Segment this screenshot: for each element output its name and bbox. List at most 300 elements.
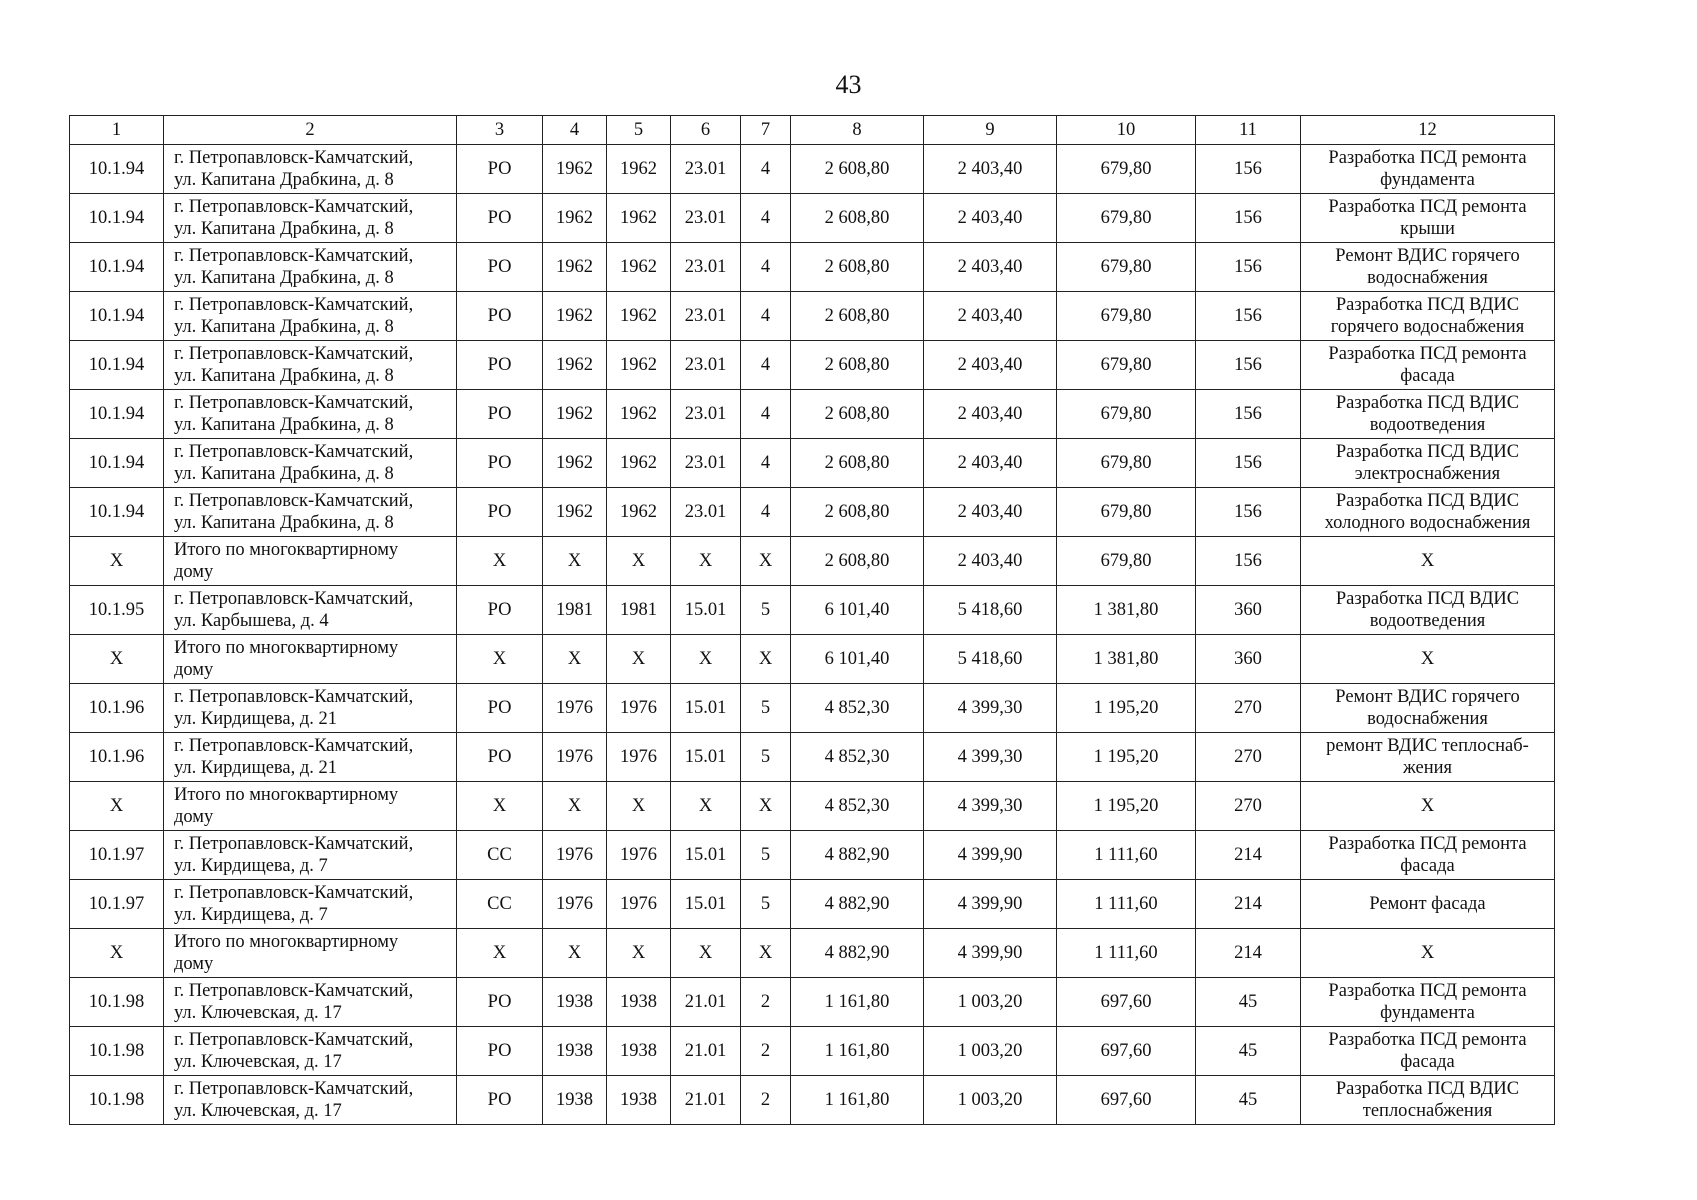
table-cell: 1 111,60: [1057, 880, 1196, 929]
table-cell: Х: [671, 537, 741, 586]
table-cell: Х: [543, 635, 607, 684]
table-cell: 1938: [543, 978, 607, 1027]
table-cell: Х: [457, 929, 543, 978]
address-cell: [164, 488, 457, 537]
table-cell: 679,80: [1057, 537, 1196, 586]
cell-line: ул. Капитана Драбкина, д. 8: [174, 219, 394, 239]
table-cell: 2: [741, 1076, 791, 1125]
table-cell: 10.1.96: [70, 684, 164, 733]
cell-line: ул. Кирдищева, д. 7: [174, 856, 328, 876]
table-cell: 23.01: [671, 488, 741, 537]
work-type-cell: [1301, 243, 1555, 292]
table-cell: 4 852,30: [791, 782, 924, 831]
table-cell: 10.1.98: [70, 1027, 164, 1076]
table-cell: 4 882,90: [791, 929, 924, 978]
table-cell: 1962: [543, 145, 607, 194]
table-cell: 1962: [543, 341, 607, 390]
table-cell: РО: [457, 978, 543, 1027]
cell-line: Разработка ПСД ремонта: [1328, 981, 1527, 1001]
cell-line: Итого по многоквартирному: [174, 932, 399, 952]
cell-line: г. Петропавловск-Камчатский,: [174, 1079, 414, 1099]
table-cell: 4: [741, 145, 791, 194]
table-cell: 4 399,30: [924, 684, 1057, 733]
work-type-cell: [1301, 733, 1555, 782]
table-cell: 4: [741, 439, 791, 488]
table-cell: РО: [457, 390, 543, 439]
table-row: [70, 243, 1555, 292]
table-cell: РО: [457, 194, 543, 243]
table-cell: 10.1.95: [70, 586, 164, 635]
cell-line: ул. Капитана Драбкина, д. 8: [174, 366, 394, 386]
cell-line: Х: [1420, 551, 1435, 571]
table-cell: 1 111,60: [1057, 831, 1196, 880]
address-cell: [164, 537, 457, 586]
table-cell: 679,80: [1057, 390, 1196, 439]
cell-line: теплоснабжения: [1362, 1101, 1493, 1121]
cell-line: дому: [174, 954, 214, 974]
table-cell: 10.1.94: [70, 341, 164, 390]
table-cell: РО: [457, 292, 543, 341]
table-cell: Х: [543, 929, 607, 978]
table-cell: РО: [457, 488, 543, 537]
table-cell: 1938: [543, 1076, 607, 1125]
address-cell: [164, 145, 457, 194]
table-cell: Х: [607, 537, 671, 586]
table-cell: Х: [741, 537, 791, 586]
work-type-cell: [1301, 390, 1555, 439]
cell-line: г. Петропавловск-Камчатский,: [174, 1030, 414, 1050]
table-cell: 10.1.94: [70, 292, 164, 341]
cell-line: фасада: [1400, 1052, 1455, 1072]
table-cell: 1962: [607, 145, 671, 194]
table-cell: 1962: [607, 390, 671, 439]
table-cell: Х: [70, 537, 164, 586]
address-cell: [164, 194, 457, 243]
cell-line: водоснабжения: [1367, 268, 1488, 288]
table-cell: 2 608,80: [791, 390, 924, 439]
cell-line: ул. Кирдищева, д. 21: [174, 709, 338, 729]
table-cell: 1976: [543, 880, 607, 929]
table-cell: 156: [1196, 194, 1301, 243]
table-cell: 4: [741, 292, 791, 341]
table-cell: РО: [457, 439, 543, 488]
table-cell: 1976: [543, 733, 607, 782]
page-number: 43: [835, 70, 862, 99]
column-header: 8: [791, 116, 924, 145]
cell-line: Разработка ПСД ремонта: [1328, 197, 1527, 217]
table-cell: 4 882,90: [791, 880, 924, 929]
cell-line: Х: [1420, 796, 1435, 816]
table-cell: 1938: [607, 1027, 671, 1076]
table-cell: Х: [741, 635, 791, 684]
work-type-cell: [1301, 439, 1555, 488]
cell-line: Итого по многоквартирному: [174, 638, 399, 658]
table-cell: СС: [457, 831, 543, 880]
column-header: 11: [1196, 116, 1301, 145]
table-cell: Х: [607, 782, 671, 831]
address-cell: [164, 1076, 457, 1125]
table-cell: 5: [741, 586, 791, 635]
column-header: 6: [671, 116, 741, 145]
table-cell: 1962: [543, 390, 607, 439]
table-cell: 45: [1196, 1076, 1301, 1125]
column-header: 3: [457, 116, 543, 145]
cell-line: жения: [1402, 758, 1453, 778]
table-cell: 1 003,20: [924, 1027, 1057, 1076]
table-cell: 214: [1196, 880, 1301, 929]
table-row: [70, 782, 1555, 831]
table-cell: 10.1.94: [70, 390, 164, 439]
repair-program-table: [69, 115, 1555, 1125]
cell-line: г. Петропавловск-Камчатский,: [174, 197, 414, 217]
table-cell: 45: [1196, 1027, 1301, 1076]
table-cell: 5: [741, 880, 791, 929]
cell-line: г. Петропавловск-Камчатский,: [174, 148, 414, 168]
table-cell: 156: [1196, 488, 1301, 537]
table-cell: 1 111,60: [1057, 929, 1196, 978]
table-row: [70, 733, 1555, 782]
cell-line: г. Петропавловск-Камчатский,: [174, 442, 414, 462]
cell-line: ул. Капитана Драбкина, д. 8: [174, 170, 394, 190]
table-cell: 10.1.94: [70, 439, 164, 488]
table-cell: 2 608,80: [791, 488, 924, 537]
work-type-cell: [1301, 537, 1555, 586]
table-cell: 1938: [543, 1027, 607, 1076]
work-type-cell: [1301, 586, 1555, 635]
table-cell: 2 403,40: [924, 537, 1057, 586]
table-cell: 2: [741, 978, 791, 1027]
table-cell: Х: [457, 635, 543, 684]
table-cell: 10.1.94: [70, 488, 164, 537]
work-type-cell: [1301, 1027, 1555, 1076]
cell-line: Ремонт ВДИС горячего: [1335, 687, 1520, 707]
table-cell: 4 399,90: [924, 929, 1057, 978]
table-row: [70, 537, 1555, 586]
cell-line: Итого по многоквартирному: [174, 785, 399, 805]
table-cell: 4 852,30: [791, 684, 924, 733]
cell-line: горячего водоснабжения: [1330, 317, 1525, 337]
table-cell: 1 161,80: [791, 1076, 924, 1125]
cell-line: г. Петропавловск-Камчатский,: [174, 981, 414, 1001]
cell-line: дому: [174, 562, 214, 582]
table-cell: 10.1.96: [70, 733, 164, 782]
table-cell: 5 418,60: [924, 586, 1057, 635]
cell-line: ул. Капитана Драбкина, д. 8: [174, 513, 394, 533]
table-cell: 156: [1196, 439, 1301, 488]
table-cell: 1 003,20: [924, 1076, 1057, 1125]
table-cell: 4 399,90: [924, 831, 1057, 880]
table-cell: 4 882,90: [791, 831, 924, 880]
table-cell: 21.01: [671, 1027, 741, 1076]
table-cell: 23.01: [671, 194, 741, 243]
table-cell: 4 399,30: [924, 733, 1057, 782]
table-cell: 156: [1196, 537, 1301, 586]
table-cell: РО: [457, 733, 543, 782]
address-cell: [164, 684, 457, 733]
table-row: [70, 880, 1555, 929]
cell-line: Разработка ПСД ВДИС: [1335, 589, 1520, 609]
cell-line: Разработка ПСД ВДИС: [1335, 393, 1520, 413]
cell-line: г. Петропавловск-Камчатский,: [174, 491, 414, 511]
table-cell: 2 608,80: [791, 341, 924, 390]
address-cell: [164, 341, 457, 390]
table-body: [70, 145, 1555, 1125]
cell-line: дому: [174, 807, 214, 827]
column-header: 4: [543, 116, 607, 145]
table-cell: 4 852,30: [791, 733, 924, 782]
table-row: [70, 1027, 1555, 1076]
cell-line: водоотведения: [1369, 415, 1486, 435]
cell-line: ул. Капитана Драбкина, д. 8: [174, 268, 394, 288]
table-cell: 1962: [607, 292, 671, 341]
column-header: 5: [607, 116, 671, 145]
table-cell: 5: [741, 684, 791, 733]
table-cell: 4: [741, 341, 791, 390]
cell-line: Ремонт ВДИС горячего: [1335, 246, 1520, 266]
cell-line: Разработка ПСД ремонта: [1328, 1030, 1527, 1050]
table-cell: 679,80: [1057, 243, 1196, 292]
cell-line: ул. Капитана Драбкина, д. 8: [174, 415, 394, 435]
work-type-cell: [1301, 488, 1555, 537]
table-cell: 15.01: [671, 733, 741, 782]
work-type-cell: [1301, 194, 1555, 243]
table-cell: 1976: [543, 831, 607, 880]
table-cell: 23.01: [671, 145, 741, 194]
table-cell: РО: [457, 341, 543, 390]
table-cell: Х: [607, 929, 671, 978]
cell-line: Разработка ПСД ВДИС: [1335, 1079, 1520, 1099]
table-cell: 4 399,30: [924, 782, 1057, 831]
cell-line: Ремонт фасада: [1369, 894, 1486, 914]
table-cell: Х: [741, 782, 791, 831]
cell-line: г. Петропавловск-Камчатский,: [174, 687, 414, 707]
table-cell: СС: [457, 880, 543, 929]
table-cell: 1 381,80: [1057, 586, 1196, 635]
table-cell: 1962: [607, 439, 671, 488]
cell-line: ул. Карбышева, д. 4: [174, 611, 329, 631]
work-type-cell: [1301, 684, 1555, 733]
table-cell: 5: [741, 733, 791, 782]
address-cell: [164, 733, 457, 782]
table-cell: 360: [1196, 635, 1301, 684]
table-row: [70, 684, 1555, 733]
cell-line: г. Петропавловск-Камчатский,: [174, 883, 414, 903]
cell-line: Х: [1420, 943, 1435, 963]
table-cell: 23.01: [671, 390, 741, 439]
table-cell: 5: [741, 831, 791, 880]
table-cell: 23.01: [671, 439, 741, 488]
table-cell: 679,80: [1057, 341, 1196, 390]
table-cell: 5 418,60: [924, 635, 1057, 684]
table-row: [70, 390, 1555, 439]
table-cell: 2 403,40: [924, 341, 1057, 390]
table-cell: 679,80: [1057, 145, 1196, 194]
table-row: [70, 488, 1555, 537]
table-row: [70, 586, 1555, 635]
table-cell: 697,60: [1057, 1027, 1196, 1076]
cell-line: ремонт ВДИС теплоснаб-: [1326, 736, 1529, 756]
work-type-cell: [1301, 978, 1555, 1027]
table-row: [70, 341, 1555, 390]
table-cell: 10.1.94: [70, 243, 164, 292]
table-cell: 4: [741, 390, 791, 439]
table-cell: 1 161,80: [791, 1027, 924, 1076]
table-cell: 6 101,40: [791, 635, 924, 684]
cell-line: ул. Капитана Драбкина, д. 8: [174, 464, 394, 484]
table-cell: 156: [1196, 390, 1301, 439]
table-row: [70, 978, 1555, 1027]
table-cell: 1976: [607, 684, 671, 733]
table-cell: 1938: [607, 1076, 671, 1125]
table-cell: 23.01: [671, 292, 741, 341]
table-row: [70, 831, 1555, 880]
table-cell: Х: [70, 782, 164, 831]
table-cell: 2 403,40: [924, 488, 1057, 537]
table-cell: Х: [671, 635, 741, 684]
table-cell: РО: [457, 684, 543, 733]
cell-line: холодного водоснабжения: [1324, 513, 1531, 533]
table-cell: Х: [543, 782, 607, 831]
table-cell: 10.1.97: [70, 880, 164, 929]
work-type-cell: [1301, 880, 1555, 929]
cell-line: Разработка ПСД ремонта: [1328, 344, 1527, 364]
table-cell: 10.1.98: [70, 978, 164, 1027]
table-cell: 23.01: [671, 243, 741, 292]
table-cell: 1962: [607, 488, 671, 537]
table-cell: 1976: [607, 831, 671, 880]
table-cell: 1962: [607, 194, 671, 243]
cell-line: Разработка ПСД ремонта: [1328, 148, 1527, 168]
address-cell: [164, 978, 457, 1027]
column-header: 1: [70, 116, 164, 145]
address-cell: [164, 439, 457, 488]
table-cell: 21.01: [671, 1076, 741, 1125]
cell-line: г. Петропавловск-Камчатский,: [174, 589, 414, 609]
table-cell: 15.01: [671, 586, 741, 635]
table-cell: 15.01: [671, 684, 741, 733]
address-cell: [164, 635, 457, 684]
table-header-row: [70, 116, 1555, 145]
table-cell: 10.1.94: [70, 194, 164, 243]
table-cell: 6 101,40: [791, 586, 924, 635]
cell-line: Разработка ПСД ВДИС: [1335, 295, 1520, 315]
work-type-cell: [1301, 831, 1555, 880]
cell-line: Разработка ПСД ремонта: [1328, 834, 1527, 854]
table-cell: Х: [607, 635, 671, 684]
cell-line: г. Петропавловск-Камчатский,: [174, 736, 414, 756]
address-cell: [164, 782, 457, 831]
cell-line: фасада: [1400, 366, 1455, 386]
cell-line: Разработка ПСД ВДИС: [1335, 442, 1520, 462]
table-row: [70, 929, 1555, 978]
table-cell: 1 003,20: [924, 978, 1057, 1027]
cell-line: г. Петропавловск-Камчатский,: [174, 295, 414, 315]
table-cell: Х: [457, 782, 543, 831]
table-row: [70, 194, 1555, 243]
table-cell: 679,80: [1057, 194, 1196, 243]
table-cell: 270: [1196, 733, 1301, 782]
table-cell: 2 403,40: [924, 439, 1057, 488]
table-cell: 1981: [607, 586, 671, 635]
table-cell: РО: [457, 1076, 543, 1125]
table-cell: РО: [457, 586, 543, 635]
table-cell: 156: [1196, 341, 1301, 390]
table-cell: Х: [671, 929, 741, 978]
table-cell: 1 195,20: [1057, 782, 1196, 831]
cell-line: крыши: [1400, 219, 1455, 239]
column-header: 10: [1057, 116, 1196, 145]
table-cell: 15.01: [671, 880, 741, 929]
cell-line: Итого по многоквартирному: [174, 540, 399, 560]
table-cell: 270: [1196, 684, 1301, 733]
table-cell: 2 608,80: [791, 537, 924, 586]
table-cell: 1962: [543, 194, 607, 243]
table-cell: 156: [1196, 292, 1301, 341]
table-cell: 2 608,80: [791, 145, 924, 194]
table-cell: 697,60: [1057, 978, 1196, 1027]
table-row: [70, 1076, 1555, 1125]
table-cell: 2 608,80: [791, 243, 924, 292]
cell-line: ул. Кирдищева, д. 7: [174, 905, 328, 925]
table-cell: 2 403,40: [924, 292, 1057, 341]
table-cell: 2: [741, 1027, 791, 1076]
cell-line: фундамента: [1380, 170, 1475, 190]
cell-line: ул. Ключевская, д. 17: [174, 1003, 342, 1023]
table-cell: 10.1.97: [70, 831, 164, 880]
table-cell: 2 608,80: [791, 439, 924, 488]
cell-line: ул. Кирдищева, д. 21: [174, 758, 338, 778]
table-cell: 1938: [607, 978, 671, 1027]
work-type-cell: [1301, 635, 1555, 684]
table-cell: 214: [1196, 831, 1301, 880]
table-cell: 679,80: [1057, 439, 1196, 488]
table-cell: 2 403,40: [924, 145, 1057, 194]
address-cell: [164, 1027, 457, 1076]
address-cell: [164, 880, 457, 929]
table-cell: 1 161,80: [791, 978, 924, 1027]
table-cell: 1 381,80: [1057, 635, 1196, 684]
table-cell: 679,80: [1057, 292, 1196, 341]
work-type-cell: [1301, 341, 1555, 390]
address-cell: [164, 929, 457, 978]
table-cell: 4: [741, 194, 791, 243]
table-cell: 10.1.98: [70, 1076, 164, 1125]
table-row: [70, 292, 1555, 341]
table-cell: 270: [1196, 782, 1301, 831]
table-cell: 1962: [543, 243, 607, 292]
table-cell: Х: [741, 929, 791, 978]
table-cell: 1 195,20: [1057, 684, 1196, 733]
table-cell: РО: [457, 1027, 543, 1076]
table-row: [70, 635, 1555, 684]
table-cell: 1962: [607, 341, 671, 390]
cell-line: Х: [1420, 649, 1435, 669]
cell-line: г. Петропавловск-Камчатский,: [174, 393, 414, 413]
table-cell: 1 195,20: [1057, 733, 1196, 782]
table-row: [70, 145, 1555, 194]
table-cell: Х: [457, 537, 543, 586]
table-cell: 4: [741, 488, 791, 537]
cell-line: г. Петропавловск-Камчатский,: [174, 246, 414, 266]
table-cell: 214: [1196, 929, 1301, 978]
work-type-cell: [1301, 782, 1555, 831]
table-cell: Х: [70, 635, 164, 684]
column-header: 7: [741, 116, 791, 145]
table-cell: РО: [457, 145, 543, 194]
table-cell: 23.01: [671, 341, 741, 390]
table-cell: 2 608,80: [791, 292, 924, 341]
cell-line: г. Петропавловск-Камчатский,: [174, 834, 414, 854]
